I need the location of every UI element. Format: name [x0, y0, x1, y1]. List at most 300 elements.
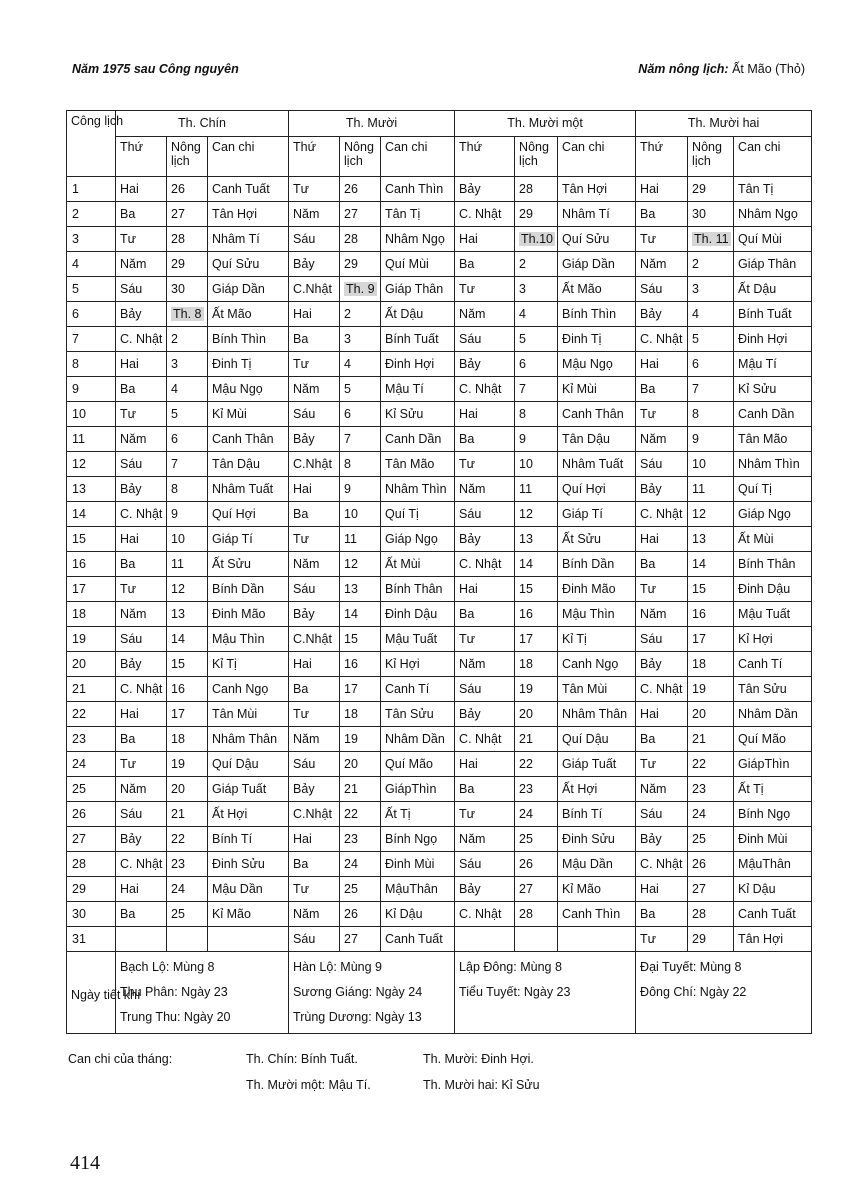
- solar-day-number: 1: [67, 177, 116, 202]
- canchi-cell: Bính Thân: [734, 552, 812, 577]
- lunar-cell: 10: [340, 502, 381, 527]
- canchi-cell: Giáp Thân: [734, 252, 812, 277]
- canchi-cell: Tân Dậu: [208, 452, 289, 477]
- weekday-cell: Tư: [636, 577, 688, 602]
- lunar-cell: 16: [688, 602, 734, 627]
- canchi-cell: Nhâm Thìn: [381, 477, 455, 502]
- lunar-cell: 26: [340, 902, 381, 927]
- lunar-cell: 7: [515, 377, 558, 402]
- canchi-cell: Bính Dần: [208, 577, 289, 602]
- weekday-cell: Bảy: [116, 652, 167, 677]
- lunar-cell: 18: [167, 727, 208, 752]
- lunar-cell: 28: [340, 227, 381, 252]
- canchi-cell: Quí Mão: [381, 752, 455, 777]
- lunar-cell: 26: [688, 852, 734, 877]
- lunar-cell: 5: [688, 327, 734, 352]
- weekday-cell: Sáu: [455, 327, 515, 352]
- weekday-cell: Bảy: [455, 352, 515, 377]
- solar-terms-month-10: [289, 952, 455, 1034]
- day-row: [67, 277, 812, 302]
- weekday-cell: C. Nhật: [455, 552, 515, 577]
- weekday-cell: Ba: [636, 552, 688, 577]
- weekday-cell: Sáu: [455, 852, 515, 877]
- canchi-cell: Bính Tí: [558, 802, 636, 827]
- solar-day-number: 17: [67, 577, 116, 602]
- lunar-cell: 10: [515, 452, 558, 477]
- weekday-cell: Sáu: [636, 277, 688, 302]
- lunar-cell: 27: [688, 877, 734, 902]
- weekday-cell: Năm: [455, 652, 515, 677]
- canchi-cell: Kỉ Tị: [558, 627, 636, 652]
- weekday-cell: Sáu: [116, 452, 167, 477]
- solar-day-number: 6: [67, 302, 116, 327]
- lunar-cell: 6: [340, 402, 381, 427]
- solar-day-number: 8: [67, 352, 116, 377]
- canchi-cell: Tân Dậu: [558, 427, 636, 452]
- canchi-cell: Quí Sửu: [558, 227, 636, 252]
- canchi-cell: Ất Mão: [208, 302, 289, 327]
- weekday-cell: Tư: [455, 277, 515, 302]
- weekday-cell: Hai: [289, 827, 340, 852]
- solar-day-number: 3: [67, 227, 116, 252]
- day-row: [67, 452, 812, 477]
- weekday-cell: Ba: [636, 727, 688, 752]
- weekday-cell: Tư: [455, 802, 515, 827]
- weekday-cell: Năm: [636, 602, 688, 627]
- weekday-cell: Hai: [636, 177, 688, 202]
- canchi-cell: Quí Mão: [734, 727, 812, 752]
- canchi-cell: Đinh Tị: [208, 352, 289, 377]
- lunar-cell: 2: [167, 327, 208, 352]
- canchi-cell: Canh Tuất: [208, 177, 289, 202]
- canchi-cell: Quí Dậu: [208, 752, 289, 777]
- lunar-cell: 11: [515, 477, 558, 502]
- lunar-cell: 11: [167, 552, 208, 577]
- canchi-cell: Canh Dần: [381, 427, 455, 452]
- solar-day-number: 13: [67, 477, 116, 502]
- lunar-cell: 21: [340, 777, 381, 802]
- weekday-cell: Ba: [289, 327, 340, 352]
- weekday-cell: C.Nhật: [289, 627, 340, 652]
- lunar-cell: 24: [515, 802, 558, 827]
- solar-terms-month-9: [116, 952, 289, 1034]
- weekday-cell: Ba: [455, 252, 515, 277]
- canchi-cell: GiápThìn: [381, 777, 455, 802]
- solar-day-number: 12: [67, 452, 116, 477]
- canchi-cell: Tân Mùi: [208, 702, 289, 727]
- canchi-cell: Bính Dần: [558, 552, 636, 577]
- lunar-cell: 7: [167, 452, 208, 477]
- weekday-cell: Ba: [116, 727, 167, 752]
- lunar-year-value: Ất Mão (Thỏ): [732, 62, 805, 76]
- solar-day-number: 22: [67, 702, 116, 727]
- weekday-cell: Hai: [636, 527, 688, 552]
- lunar-cell: 19: [340, 727, 381, 752]
- lunar-cell: 14: [167, 627, 208, 652]
- weekday-cell: Tư: [636, 402, 688, 427]
- canchi-cell: Canh Tí: [381, 677, 455, 702]
- canchi-cell: Tân Sửu: [381, 702, 455, 727]
- weekday-cell: Bảy: [116, 477, 167, 502]
- weekday-cell: Bảy: [455, 702, 515, 727]
- day-row: [67, 352, 812, 377]
- weekday-cell: Tư: [289, 352, 340, 377]
- day-row: [67, 177, 812, 202]
- weekday-cell: Sáu: [289, 577, 340, 602]
- canchi-header: Can chi: [558, 137, 636, 177]
- solar-day-number: 15: [67, 527, 116, 552]
- day-row: [67, 727, 812, 752]
- lunar-cell: 29: [688, 927, 734, 952]
- weekday-cell: Sáu: [455, 677, 515, 702]
- weekday-cell: Bảy: [455, 877, 515, 902]
- weekday-cell: Năm: [116, 777, 167, 802]
- weekday-cell: Ba: [636, 902, 688, 927]
- lunar-cell: 12: [167, 577, 208, 602]
- lunar-cell: 3: [688, 277, 734, 302]
- lunar-cell: 13: [515, 527, 558, 552]
- canchi-cell: Ất Mùi: [734, 527, 812, 552]
- weekday-cell: Năm: [636, 427, 688, 452]
- weekday-cell: Bảy: [455, 177, 515, 202]
- lunar-cell: 15: [167, 652, 208, 677]
- lunar-cell: 4: [515, 302, 558, 327]
- solar-day-number: 31: [67, 927, 116, 952]
- canchi-cell: Ất Mão: [558, 277, 636, 302]
- canchi-cell: Canh Tuất: [381, 927, 455, 952]
- lunar-year-label: Năm nông lịch:: [638, 62, 729, 76]
- lunar-cell: 5: [515, 327, 558, 352]
- weekday-cell: Bảy: [636, 302, 688, 327]
- lunar-cell: 8: [167, 477, 208, 502]
- weekday-cell: Năm: [289, 202, 340, 227]
- weekday-cell: C. Nhật: [636, 502, 688, 527]
- weekday-header: Thứ: [116, 137, 167, 177]
- lunar-cell: 6: [688, 352, 734, 377]
- weekday-cell: Năm: [116, 602, 167, 627]
- weekday-cell: C. Nhật: [455, 902, 515, 927]
- weekday-cell: Tư: [289, 702, 340, 727]
- canchi-cell: Kỉ Sửu: [381, 402, 455, 427]
- lunar-cell: 9: [688, 427, 734, 452]
- lunar-cell: 3: [515, 277, 558, 302]
- month-start-marker: Th. 11: [694, 232, 729, 246]
- lunar-cell: 5: [167, 402, 208, 427]
- lunar-cell: 14: [515, 552, 558, 577]
- lunar-cell: 17: [688, 627, 734, 652]
- weekday-cell: C. Nhật: [116, 852, 167, 877]
- lunar-cell: 19: [515, 677, 558, 702]
- day-row: [67, 302, 812, 327]
- canchi-cell: Giáp Tuất: [208, 777, 289, 802]
- canchi-cell: Mậu Tí: [381, 377, 455, 402]
- weekday-cell: C. Nhật: [636, 852, 688, 877]
- lunar-cell: 26: [340, 177, 381, 202]
- day-row: [67, 377, 812, 402]
- solar-terms-month-11: [455, 952, 636, 1034]
- solar-term: Đông Chí: Ngày 22: [640, 985, 747, 999]
- weekday-cell: Ba: [455, 602, 515, 627]
- lunar-cell: 23: [167, 852, 208, 877]
- canchi-cell: Quí Mùi: [734, 227, 812, 252]
- lunar-cell: 16: [167, 677, 208, 702]
- lunar-cell: 20: [515, 702, 558, 727]
- canchi-cell: Quí Dậu: [558, 727, 636, 752]
- lunar-cell: 15: [688, 577, 734, 602]
- canchi-cell: Mậu Ngọ: [208, 377, 289, 402]
- weekday-cell: Năm: [289, 727, 340, 752]
- lunar-cell: 17: [167, 702, 208, 727]
- lunar-cell: 6: [515, 352, 558, 377]
- lunar-cell: 24: [167, 877, 208, 902]
- canchi-cell: Canh Ngọ: [208, 677, 289, 702]
- lunar-cell: 22: [167, 827, 208, 852]
- canchi-cell: Kỉ Mão: [558, 877, 636, 902]
- lunar-cell: [688, 227, 734, 252]
- canchi-cell: Đinh Dậu: [381, 602, 455, 627]
- weekday-cell: Hai: [636, 702, 688, 727]
- weekday-cell: C. Nhật: [116, 677, 167, 702]
- solar-day-number: 20: [67, 652, 116, 677]
- weekday-cell: Tư: [455, 452, 515, 477]
- canchi-cell: Giáp Dần: [558, 252, 636, 277]
- weekday-cell: Bảy: [455, 527, 515, 552]
- month-header-9: Th. Chín: [116, 111, 289, 137]
- solar-day-number: 25: [67, 777, 116, 802]
- canchi-cell: Mậu Tuất: [734, 602, 812, 627]
- canchi-cell: Bính Tuất: [381, 327, 455, 352]
- lunar-cell: 29: [167, 252, 208, 277]
- solar-term: Trung Thu: Ngày 20: [120, 1010, 231, 1024]
- canchi-cell: Đinh Dậu: [734, 577, 812, 602]
- canchi-cell: Nhâm Thân: [558, 702, 636, 727]
- lunar-cell: 2: [340, 302, 381, 327]
- lunar-cell: 29: [340, 252, 381, 277]
- weekday-cell: Sáu: [116, 802, 167, 827]
- lunar-day-header: Nông lịch: [167, 137, 208, 177]
- day-row: [67, 427, 812, 452]
- weekday-cell: Bảy: [636, 477, 688, 502]
- canchi-cell: Giáp Dần: [208, 277, 289, 302]
- canchi-cell: Ất Tị: [381, 802, 455, 827]
- lunar-cell: 23: [688, 777, 734, 802]
- canchi-cell: Tân Hợi: [734, 927, 812, 952]
- lunar-cell: [515, 927, 558, 952]
- solar-day-number: 16: [67, 552, 116, 577]
- weekday-cell: Hai: [289, 302, 340, 327]
- weekday-cell: Ba: [636, 202, 688, 227]
- weekday-cell: Sáu: [455, 502, 515, 527]
- lunar-cell: 9: [515, 427, 558, 452]
- weekday-cell: Ba: [455, 427, 515, 452]
- solar-day-number: 18: [67, 602, 116, 627]
- weekday-cell: Hai: [116, 527, 167, 552]
- canchi-cell: Giáp Thân: [381, 277, 455, 302]
- weekday-cell: Năm: [116, 252, 167, 277]
- weekday-cell: Tư: [455, 627, 515, 652]
- canchi-header: Can chi: [381, 137, 455, 177]
- canchi-cell: Đinh Sửu: [558, 827, 636, 852]
- canchi-cell: Đinh Hợi: [381, 352, 455, 377]
- lunar-cell: 8: [688, 402, 734, 427]
- canchi-cell: [208, 927, 289, 952]
- canchi-cell: Tân Mùi: [558, 677, 636, 702]
- weekday-cell: Tư: [289, 177, 340, 202]
- canchi-cell: Kỉ Dậu: [381, 902, 455, 927]
- canchi-cell: Kỉ Hợi: [381, 652, 455, 677]
- weekday-cell: Ba: [455, 777, 515, 802]
- day-row: [67, 702, 812, 727]
- solar-terms-row: [67, 952, 812, 1034]
- canchi-cell: Nhâm Tí: [558, 202, 636, 227]
- weekday-cell: C. Nhật: [636, 677, 688, 702]
- canchi-cell: Quí Hợi: [558, 477, 636, 502]
- lunar-cell: 21: [688, 727, 734, 752]
- lunar-cell: 14: [688, 552, 734, 577]
- canchi-cell: MậuThân: [381, 877, 455, 902]
- solar-day-number: 7: [67, 327, 116, 352]
- day-row: [67, 927, 812, 952]
- month-start-marker: Th.10: [521, 232, 554, 246]
- lunar-cell: 9: [340, 477, 381, 502]
- day-row: [67, 777, 812, 802]
- lunar-cell: 25: [515, 827, 558, 852]
- weekday-cell: Bảy: [289, 602, 340, 627]
- canchi-cell: Nhâm Ngọ: [734, 202, 812, 227]
- lunar-cell: 21: [167, 802, 208, 827]
- weekday-cell: Năm: [455, 827, 515, 852]
- canchi-cell: Bính Thìn: [208, 327, 289, 352]
- weekday-cell: Năm: [289, 902, 340, 927]
- canchi-cell: Canh Thân: [558, 402, 636, 427]
- lunar-cell: 5: [340, 377, 381, 402]
- calendar-table: [66, 110, 812, 1034]
- lunar-cell: 15: [340, 627, 381, 652]
- solar-term: Bạch Lộ: Mùng 8: [120, 960, 215, 974]
- lunar-cell: 4: [340, 352, 381, 377]
- weekday-cell: Tư: [116, 402, 167, 427]
- page-header-left: Năm 1975 sau Công nguyên: [72, 62, 239, 76]
- weekday-cell: Ba: [116, 377, 167, 402]
- lunar-cell: 17: [515, 627, 558, 652]
- weekday-cell: Hai: [116, 702, 167, 727]
- lunar-cell: 2: [515, 252, 558, 277]
- month-header-12: Th. Mười hai: [636, 111, 812, 137]
- day-row: [67, 752, 812, 777]
- weekday-cell: Hai: [455, 752, 515, 777]
- calendar-body: [67, 177, 812, 952]
- canchi-cell: Quí Hợi: [208, 502, 289, 527]
- solar-term: Lập Đông: Mùng 8: [459, 960, 562, 974]
- lunar-cell: 13: [340, 577, 381, 602]
- weekday-cell: Hai: [636, 352, 688, 377]
- canchi-cell: Canh Tí: [734, 652, 812, 677]
- canchi-cell: Kỉ Mùi: [208, 402, 289, 427]
- canchi-cell: Giáp Ngọ: [734, 502, 812, 527]
- lunar-cell: 20: [688, 702, 734, 727]
- canchi-cell: Ất Mùi: [381, 552, 455, 577]
- solar-day-number: 19: [67, 627, 116, 652]
- canchi-cell: Ất Sửu: [208, 552, 289, 577]
- weekday-cell: Ba: [116, 552, 167, 577]
- lunar-cell: 25: [167, 902, 208, 927]
- weekday-cell: Hai: [455, 402, 515, 427]
- lunar-cell: 28: [167, 227, 208, 252]
- canchi-cell: GiápThìn: [734, 752, 812, 777]
- solar-term: Tiểu Tuyết: Ngày 23: [459, 985, 571, 999]
- canchi-cell: Tân Tị: [734, 177, 812, 202]
- weekday-cell: C.Nhật: [289, 452, 340, 477]
- solar-term: Sương Giáng: Ngày 24: [293, 985, 423, 999]
- canchi-cell: Mậu Thìn: [558, 602, 636, 627]
- lunar-cell: 3: [340, 327, 381, 352]
- weekday-cell: C. Nhật: [636, 327, 688, 352]
- canchi-cell: Mậu Tí: [734, 352, 812, 377]
- solar-day-number: 24: [67, 752, 116, 777]
- canchi-cell: Tân Mão: [734, 427, 812, 452]
- weekday-cell: Bảy: [636, 652, 688, 677]
- canchi-cell: Đinh Mão: [208, 602, 289, 627]
- lunar-cell: 14: [340, 602, 381, 627]
- lunar-cell: 25: [340, 877, 381, 902]
- canchi-cell: Nhâm Thìn: [734, 452, 812, 477]
- lunar-cell: 9: [167, 502, 208, 527]
- weekday-cell: C. Nhật: [455, 727, 515, 752]
- month-header-10: Th. Mười: [289, 111, 455, 137]
- month-start-marker: Th. 9: [346, 282, 375, 296]
- lunar-cell: [167, 927, 208, 952]
- canchi-cell: Tân Hợi: [558, 177, 636, 202]
- weekday-cell: Sáu: [289, 752, 340, 777]
- canchi-cell: Kỉ Hợi: [734, 627, 812, 652]
- weekday-cell: [116, 927, 167, 952]
- weekday-cell: Bảy: [116, 302, 167, 327]
- lunar-cell: 6: [167, 427, 208, 452]
- day-row: [67, 527, 812, 552]
- canchi-cell: Ất Dậu: [381, 302, 455, 327]
- solar-day-number: 14: [67, 502, 116, 527]
- canchi-cell: Kỉ Mùi: [558, 377, 636, 402]
- lunar-cell: 20: [167, 777, 208, 802]
- day-row: [67, 552, 812, 577]
- canchi-cell: Nhâm Dần: [381, 727, 455, 752]
- lunar-cell: [340, 277, 381, 302]
- weekday-cell: C. Nhật: [116, 327, 167, 352]
- canchi-cell: Tân Hợi: [208, 202, 289, 227]
- weekday-cell: Hai: [636, 877, 688, 902]
- lunar-cell: 13: [167, 602, 208, 627]
- weekday-cell: Hai: [455, 227, 515, 252]
- lunar-cell: 17: [340, 677, 381, 702]
- lunar-cell: 11: [688, 477, 734, 502]
- canchi-cell: Mậu Thìn: [208, 627, 289, 652]
- canchi-cell: Kỉ Tị: [208, 652, 289, 677]
- day-row: [67, 252, 812, 277]
- weekday-cell: C.Nhật: [289, 277, 340, 302]
- lunar-cell: 22: [340, 802, 381, 827]
- lunar-day-header: Nông lịch: [515, 137, 558, 177]
- day-row: [67, 477, 812, 502]
- lunar-cell: 27: [515, 877, 558, 902]
- canchi-cell: Nhâm Thân: [208, 727, 289, 752]
- lunar-cell: 3: [167, 352, 208, 377]
- canchi-cell: Canh Thìn: [558, 902, 636, 927]
- lunar-cell: 18: [688, 652, 734, 677]
- lunar-cell: 12: [688, 502, 734, 527]
- weekday-cell: C. Nhật: [455, 377, 515, 402]
- lunar-cell: 23: [340, 827, 381, 852]
- month-start-marker: Th. 8: [173, 307, 202, 321]
